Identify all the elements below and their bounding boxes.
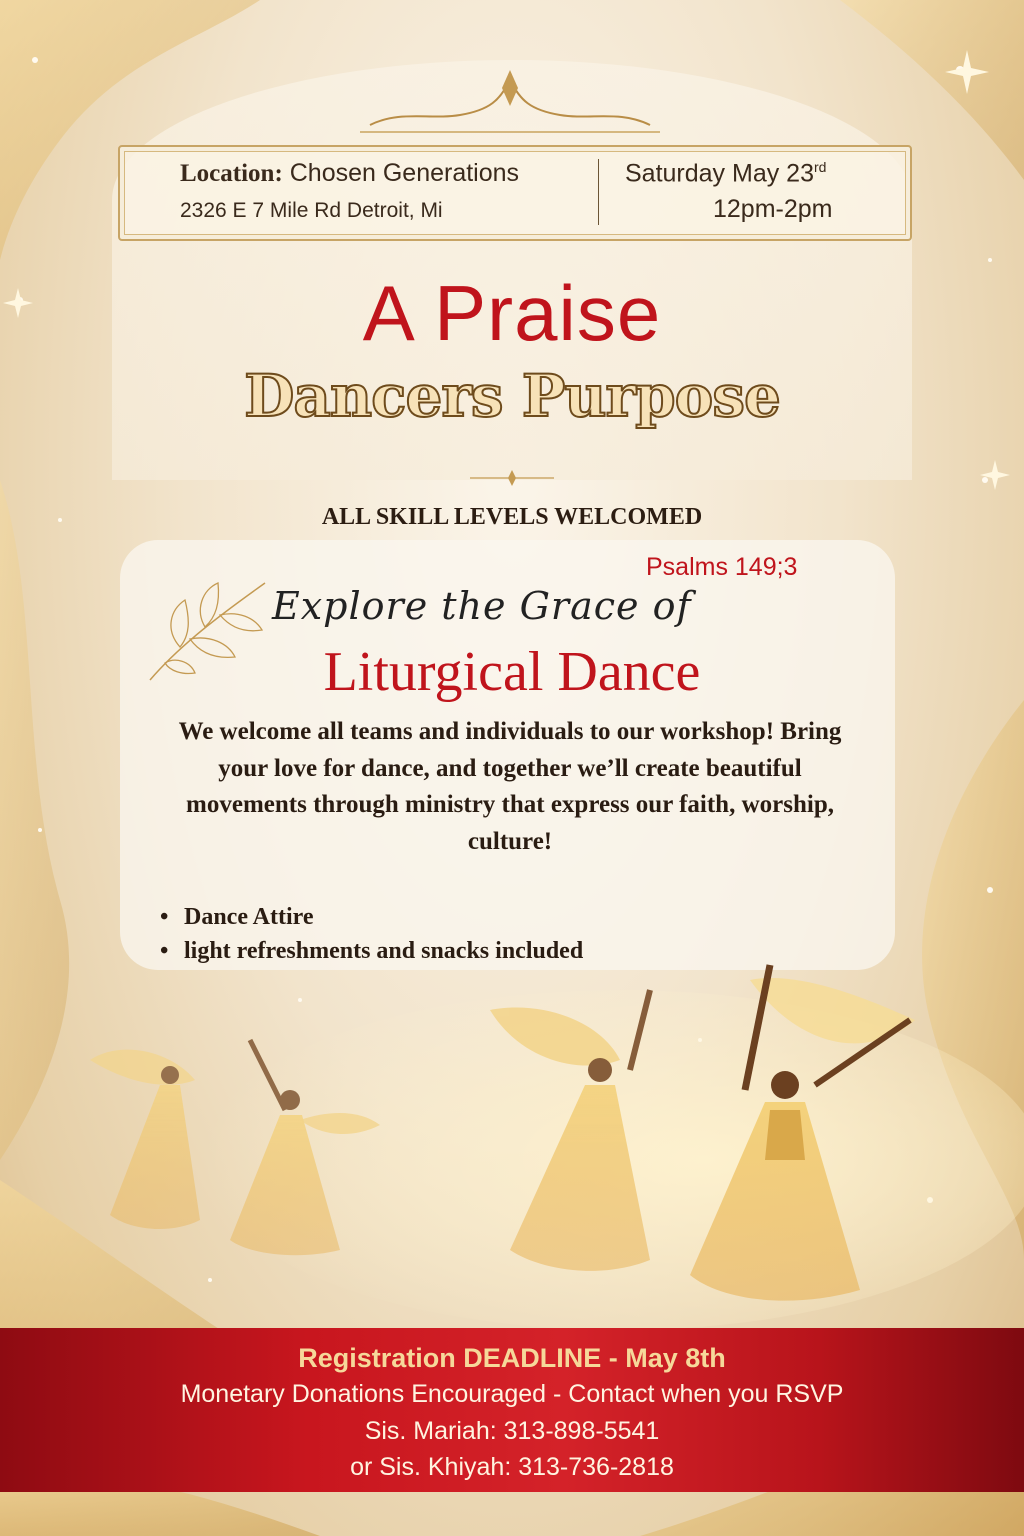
- skill-levels-note: ALL SKILL LEVELS WELCOMED: [321, 504, 703, 530]
- location-label: Location:: [180, 160, 283, 187]
- location-venue: Chosen Generations: [289, 159, 520, 187]
- headline-script: Explore the Grace of: [272, 584, 692, 628]
- event-time: 12pm-2pm: [713, 195, 833, 223]
- event-date-text: Saturday May 23: [625, 159, 814, 188]
- title-line-2: Dancers Purpose: [244, 362, 780, 430]
- included-list: [160, 900, 583, 968]
- headline-main: Liturgical Dance: [323, 641, 701, 703]
- donations-note: Monetary Donations Encouraged - Contact when you RSVP: [180, 1380, 844, 1408]
- list-item: • light refreshments and snacks included: [160, 934, 583, 968]
- contact-mariah: Sis. Mariah: 313-898-5541: [364, 1417, 660, 1445]
- location-address: 2326 E 7 Mile Rd Detroit, Mi: [180, 199, 443, 222]
- event-date: [625, 159, 826, 188]
- description-text: We welcome all teams and individuals to our workshop! Bring your love for dance, and together we’ll create beautiful movements through ministry that express our faith, worship, culture!: [178, 718, 842, 855]
- title-line-1: A Praise: [362, 269, 662, 357]
- event-info-box: [118, 145, 912, 241]
- date-suffix: rd: [814, 159, 827, 175]
- info-divider: [598, 159, 599, 225]
- scripture-reference: Psalms 149;3: [646, 553, 798, 581]
- ornament-flourish-top: [340, 70, 680, 140]
- dancers-illustration: [0, 960, 1024, 1340]
- contact-khiyah: or Sis. Khiyah: 313-736-2818: [350, 1453, 674, 1481]
- location-line: [180, 159, 519, 188]
- ornament-divider: [470, 468, 554, 488]
- list-item: • Dance Attire: [160, 900, 583, 934]
- registration-deadline: Registration DEADLINE - May 8th: [298, 1343, 726, 1373]
